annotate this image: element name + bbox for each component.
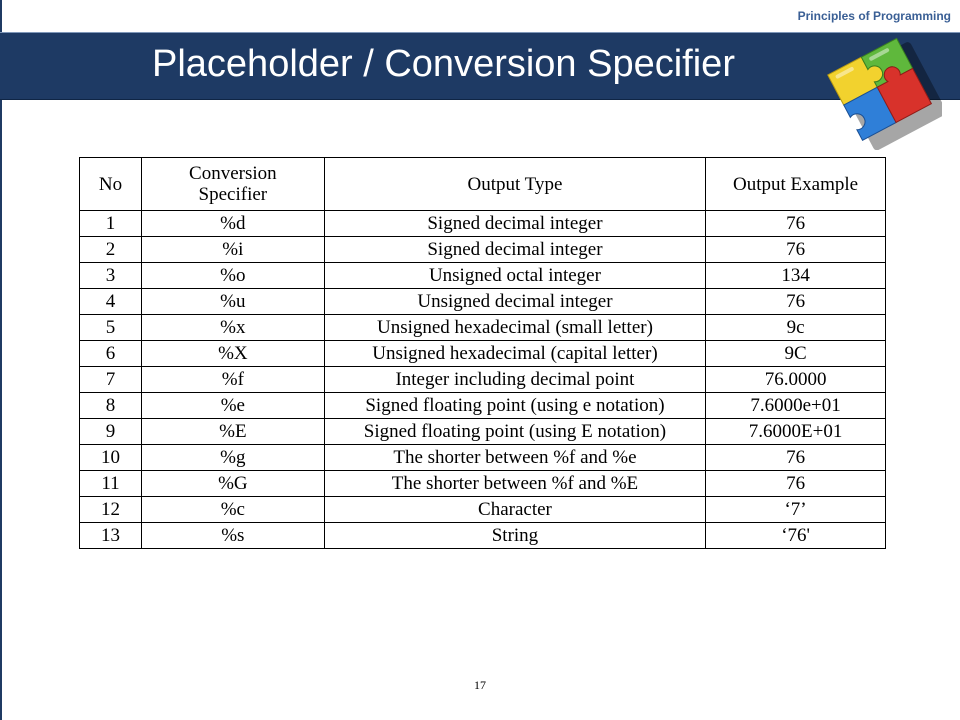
puzzle-pieces-icon: [818, 26, 942, 150]
cell-specifier: %X: [141, 341, 324, 367]
column-header-specifier-label: Conversion Specifier: [189, 163, 277, 205]
table-row: [80, 263, 886, 289]
cell-output-type: Signed floating point (using e notation): [324, 393, 705, 419]
column-header-output-type: Output Type: [324, 158, 705, 211]
cell-output-example: 76: [706, 445, 886, 471]
cell-specifier: %o: [141, 263, 324, 289]
table-row: [80, 445, 886, 471]
cell-output-example: 7.6000e+01: [706, 393, 886, 419]
page-number: 17: [474, 678, 486, 692]
left-border-rule: [0, 0, 2, 720]
column-header-output-example: Output Example: [706, 158, 886, 211]
table-row: [80, 471, 886, 497]
column-header-no: No: [80, 158, 142, 211]
table-row: [80, 393, 886, 419]
cell-output-type: Unsigned decimal integer: [324, 289, 705, 315]
cell-no: 8: [80, 393, 142, 419]
cell-output-example: 134: [706, 263, 886, 289]
cell-output-type: Signed decimal integer: [324, 237, 705, 263]
cell-output-example: ‘7’: [706, 497, 886, 523]
table-row: [80, 211, 886, 237]
cell-no: 11: [80, 471, 142, 497]
cell-output-type: The shorter between %f and %E: [324, 471, 705, 497]
cell-specifier: %i: [141, 237, 324, 263]
cell-output-type: Unsigned hexadecimal (capital letter): [324, 341, 705, 367]
table-row: [80, 367, 886, 393]
cell-specifier: %x: [141, 315, 324, 341]
table-header-row: [80, 158, 886, 211]
table-row: [80, 289, 886, 315]
cell-specifier: %u: [141, 289, 324, 315]
conversion-specifier-table: [79, 157, 886, 549]
cell-specifier: %g: [141, 445, 324, 471]
cell-output-example: 76.0000: [706, 367, 886, 393]
cell-no: 13: [80, 523, 142, 549]
cell-output-type: Unsigned hexadecimal (small letter): [324, 315, 705, 341]
cell-output-example: 7.6000E+01: [706, 419, 886, 445]
cell-output-example: 76: [706, 211, 886, 237]
cell-output-example: 76: [706, 289, 886, 315]
cell-no: 6: [80, 341, 142, 367]
cell-output-example: 76: [706, 471, 886, 497]
column-header-specifier: [141, 158, 324, 211]
cell-no: 7: [80, 367, 142, 393]
cell-no: 4: [80, 289, 142, 315]
cell-no: 1: [80, 211, 142, 237]
table-row: [80, 419, 886, 445]
table-row: [80, 341, 886, 367]
course-label: Principles of Programming: [797, 9, 951, 23]
cell-output-type: Character: [324, 497, 705, 523]
cell-specifier: %d: [141, 211, 324, 237]
cell-output-example: 9C: [706, 341, 886, 367]
slide-title: Placeholder / Conversion Specifier: [152, 43, 735, 85]
cell-specifier: %e: [141, 393, 324, 419]
cell-no: 9: [80, 419, 142, 445]
cell-specifier: %c: [141, 497, 324, 523]
cell-output-type: String: [324, 523, 705, 549]
cell-output-example: 9c: [706, 315, 886, 341]
cell-output-type: Signed decimal integer: [324, 211, 705, 237]
cell-specifier: %s: [141, 523, 324, 549]
cell-output-example: 76: [706, 237, 886, 263]
cell-specifier: %f: [141, 367, 324, 393]
cell-no: 3: [80, 263, 142, 289]
cell-output-type: Integer including decimal point: [324, 367, 705, 393]
cell-specifier: %E: [141, 419, 324, 445]
cell-output-type: The shorter between %f and %e: [324, 445, 705, 471]
cell-output-type: Signed floating point (using E notation): [324, 419, 705, 445]
cell-specifier: %G: [141, 471, 324, 497]
cell-output-example: ‘76': [706, 523, 886, 549]
table-row: [80, 237, 886, 263]
table-row: [80, 315, 886, 341]
table-row: [80, 497, 886, 523]
cell-no: 5: [80, 315, 142, 341]
cell-output-type: Unsigned octal integer: [324, 263, 705, 289]
cell-no: 2: [80, 237, 142, 263]
table-row: [80, 523, 886, 549]
cell-no: 12: [80, 497, 142, 523]
cell-no: 10: [80, 445, 142, 471]
